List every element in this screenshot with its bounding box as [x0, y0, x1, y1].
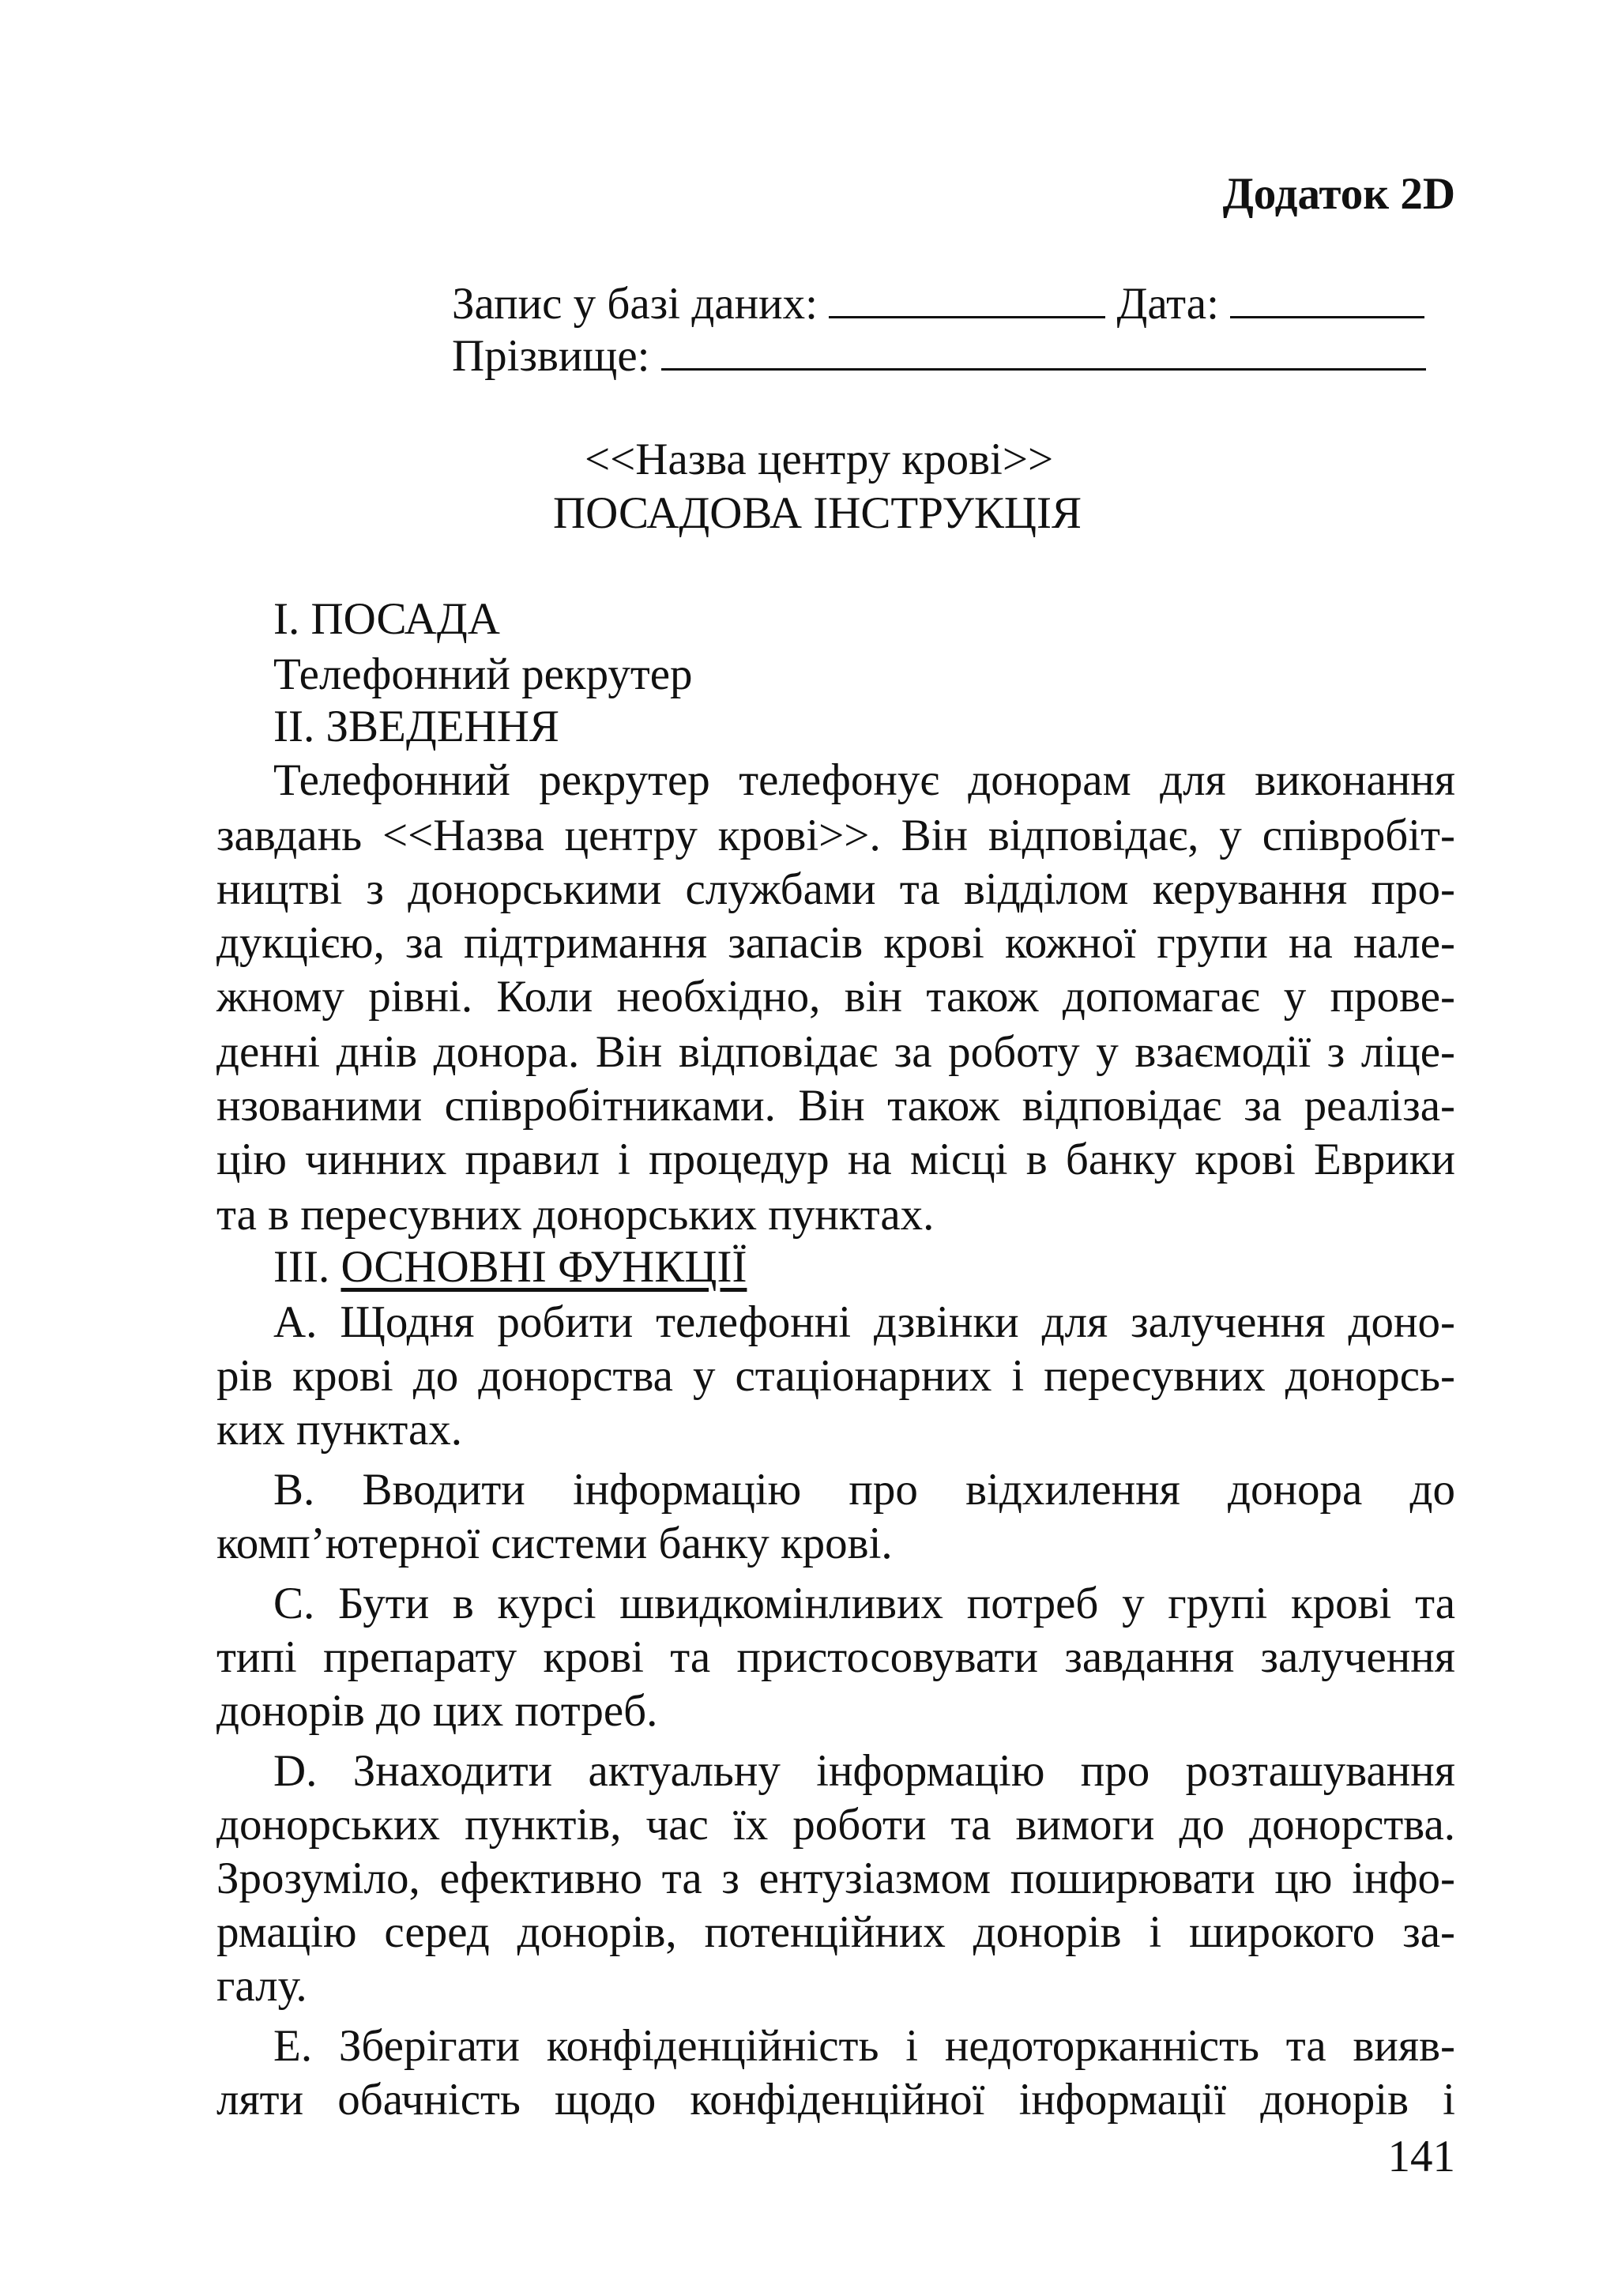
section2-line: та в пересувних донорських пунктах.	[216, 1190, 935, 1240]
center-name: <<Назва центру крові>>	[585, 435, 1054, 484]
section2-heading: ІІ. ЗВЕДЕННЯ	[273, 702, 559, 751]
db-record-field[interactable]	[829, 273, 1105, 318]
item-e-line: ляти обачність щодо конфіденційної інформації донорів і	[216, 2075, 1455, 2125]
surname-field[interactable]	[661, 326, 1426, 371]
item-c-line: донорів до цих потреб.	[216, 1686, 658, 1736]
item-d-line: D. Знаходити актуальну інформацію про розташування	[273, 1746, 1455, 1796]
surname-label: Прізвище:	[452, 331, 650, 381]
item-a-line: рів крові до донорства у стаціонарних і пересувних донорсь-	[216, 1351, 1455, 1401]
item-b-line: В. Вводити інформацію про відхилення донора до	[273, 1465, 1455, 1515]
db-record-label: Запис у базі даних:	[452, 279, 818, 329]
appendix-label: Додаток 2D	[1222, 169, 1455, 219]
section1-position: Телефонний рекрутер	[273, 649, 693, 699]
date-label: Дата:	[1116, 279, 1219, 329]
section3-heading-num: ІІІ.	[273, 1242, 341, 1292]
date-field[interactable]	[1230, 273, 1424, 318]
item-a-line: ких пунктах.	[216, 1405, 463, 1455]
surname-row	[452, 326, 1426, 385]
section2-line: жному рівні. Коли необхідно, він також допомагає у прове-	[216, 972, 1455, 1022]
item-d-line: донорських пунктів, час їх роботи та вимоги до донорства.	[216, 1800, 1455, 1850]
section1-heading: І. ПОСАДА	[273, 594, 500, 644]
section2-line: цію чинних правил і процедур на місці в банку крові Еврики	[216, 1135, 1455, 1184]
section3-heading	[273, 1239, 1512, 1296]
item-c-line: С. Бути в курсі швидкомінливих потреб у групі крові та	[273, 1579, 1455, 1628]
db-record-row	[452, 273, 1424, 333]
section2-line: ництві з донорськими службами та відділом керування про-	[216, 864, 1455, 914]
section2-line: денні днів донора. Він відповідає за роботу у взаємодії з ліце-	[216, 1027, 1455, 1077]
section3-heading-text: ОСНОВНІ ФУНКЦІЇ	[341, 1242, 747, 1292]
section2-line: Телефонний рекрутер телефонує донорам для виконання	[273, 755, 1455, 805]
section2-line: нзованими співробітниками. Він також відповідає за реаліза-	[216, 1081, 1455, 1131]
item-d-line: рмацію серед донорів, потенційних донорів і широкого за-	[216, 1907, 1455, 1957]
section2-line: завдань <<Назва центру крові>>. Він відповідає, у співробіт-	[216, 811, 1455, 860]
item-b-line: комп’ютерної системи банку крові.	[216, 1519, 893, 1568]
section2-line: дукцією, за підтримання запасів крові кожної групи на нале-	[216, 918, 1455, 968]
document-title: ПОСАДОВА ІНСТРУКЦІЯ	[553, 488, 1082, 538]
item-d-line: галу.	[216, 1961, 307, 2011]
page-number: 141	[1387, 2132, 1455, 2181]
item-a-line: А. Щодня робити телефонні дзвінки для залучення доно-	[273, 1297, 1455, 1347]
item-d-line: Зрозуміло, ефективно та з ентузіазмом поширювати цю інфо-	[216, 1854, 1455, 1903]
item-e-line: Е. Зберігати конфіденційність і недоторканність та вияв-	[273, 2021, 1455, 2071]
item-c-line: типі препарату крові та пристосовувати завдання залучення	[216, 1632, 1455, 1682]
